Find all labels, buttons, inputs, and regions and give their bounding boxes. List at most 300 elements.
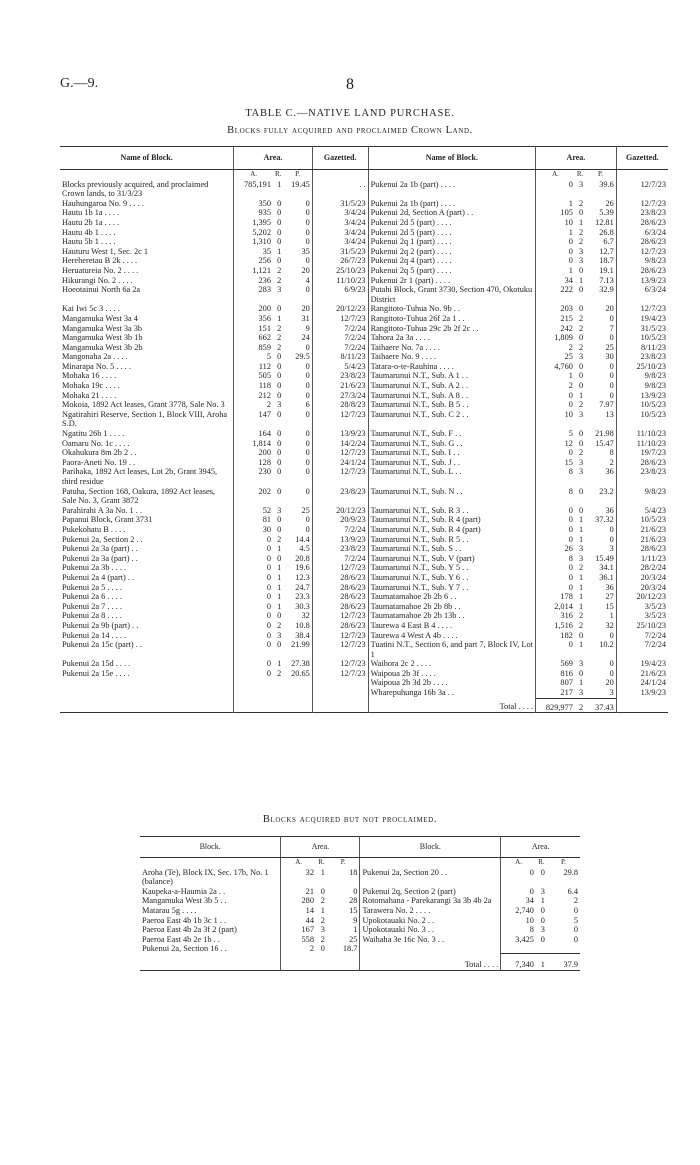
- area-perches: 6: [283, 400, 312, 410]
- gazetted-date: 12/7/23: [312, 659, 368, 669]
- block-name: Pukenui 2a 14 . . . .: [60, 631, 234, 641]
- gazetted-date: 6/3/24: [644, 285, 666, 295]
- block-name: Pukenui 2r 1 (part) . . . .: [368, 276, 536, 286]
- gazetted-date: 3/4/24: [312, 237, 368, 247]
- block-name: Taumatamahoe 2b 2b 6 . .: [368, 592, 536, 602]
- area-perches: 0: [585, 314, 616, 324]
- area-perches: 0: [585, 381, 616, 391]
- table-row: [60, 400, 668, 410]
- gazetted-date: 12/7/23: [640, 198, 666, 208]
- area-acres: 0: [568, 390, 573, 400]
- table-row: [60, 554, 668, 564]
- area-acres: 569: [560, 659, 573, 669]
- area-acres: 816: [560, 668, 573, 678]
- area-roods: 1: [579, 515, 584, 525]
- gazetted-date: 20/12/23: [636, 592, 666, 602]
- gazetted-date: 10/5/23: [640, 333, 666, 343]
- area-perches: 0: [283, 467, 312, 486]
- area-perches: 0: [283, 208, 312, 218]
- area-perches: 0: [283, 429, 312, 439]
- area-roods: 2: [320, 896, 325, 906]
- unit-perches: P.: [283, 170, 312, 180]
- area-roods: 0: [277, 381, 282, 391]
- gazetted-date: 20/3/24: [640, 572, 666, 582]
- area-roods: 1: [579, 572, 584, 582]
- area-acres: 1,516: [554, 620, 573, 630]
- block-name: Hautu 2b 1a . . . .: [60, 218, 234, 228]
- area-roods: 3: [277, 630, 282, 640]
- area-roods: 0: [277, 640, 282, 650]
- area-perches: 9: [327, 916, 360, 926]
- gazetted-date: 5/4/23: [644, 505, 666, 515]
- area-roods: 1: [277, 592, 282, 602]
- block-name: Pukenui 2a 8 . . . .: [60, 611, 234, 621]
- table-row: [60, 180, 668, 199]
- table-row: [140, 868, 580, 887]
- gazetted-date: 31/5/23: [312, 199, 368, 209]
- section2-header-row: [140, 837, 580, 858]
- area-perches: 20: [283, 266, 312, 276]
- block-name: Taumarunui N.T., Sub. Y 7 . .: [368, 583, 536, 593]
- area-perches: 10.8: [283, 621, 312, 631]
- gazetted-date: 19/7/23: [640, 448, 666, 458]
- area-perches: 0: [283, 410, 312, 429]
- empty-cell: [273, 688, 283, 698]
- area-perches: 0: [585, 659, 616, 669]
- block-name: Taumarunui N.T., Sub. R 5 . .: [368, 535, 536, 545]
- gazetted-date: 28/6/23: [312, 602, 368, 612]
- empty-cell: [283, 678, 312, 688]
- area-roods: 2: [277, 265, 282, 275]
- area-roods: 2: [579, 400, 584, 410]
- area-perches: 0: [573, 925, 578, 935]
- area-acres: 230: [258, 467, 271, 477]
- header-gazetted: Gazetted.: [312, 147, 368, 170]
- area-acres: 662: [258, 333, 271, 343]
- block-name: Taihaere No. 9 . . . .: [368, 352, 536, 362]
- area-roods: 0: [277, 208, 282, 218]
- block-name: Waihora 2c 2 . . . .: [368, 659, 536, 669]
- gazetted-date: 28/6/23: [640, 265, 666, 275]
- area-roods: 3: [277, 285, 282, 295]
- area-acres: 200: [258, 448, 271, 458]
- area-acres: 200: [258, 304, 271, 314]
- area-acres: 785,191: [244, 179, 271, 189]
- area-roods: 0: [579, 285, 584, 295]
- gazetted-date: 31/5/23: [640, 323, 666, 333]
- table-row: [60, 285, 668, 304]
- table-row: [60, 506, 668, 516]
- block-name: Taumarunui N.T., Sub. A 2 . .: [368, 381, 536, 391]
- table-row: [60, 381, 668, 391]
- area-perches: 0: [573, 934, 578, 944]
- block-name: Taumarunui N.T., Sub. Y 5 . .: [368, 563, 536, 573]
- block-name: Pukenui 2a 15e . . . .: [60, 669, 234, 679]
- table-row: [60, 678, 668, 688]
- gazetted-date: 28/6/23: [312, 573, 368, 583]
- gazetted-date: 9/8/23: [644, 381, 666, 391]
- gazetted-date: 12/7/23: [312, 563, 368, 573]
- block-name: Pukenui 2a 6 . . . .: [60, 592, 234, 602]
- empty-cell: [536, 944, 547, 954]
- area-acres: 2: [266, 400, 271, 410]
- area-acres: 12: [564, 438, 573, 448]
- gazetted-date: 25/10/23: [636, 361, 666, 371]
- table-row: [140, 935, 580, 945]
- area-acres: 178: [560, 592, 573, 602]
- area-roods: 0: [277, 438, 282, 448]
- block-name: Taihaere No. 7a . . . .: [368, 343, 536, 353]
- gazetted-date: 28/6/23: [640, 217, 666, 227]
- empty-cell: [312, 688, 368, 698]
- area-perches: 0: [283, 448, 312, 458]
- gazetted-date: 13/9/23: [640, 390, 666, 400]
- block-name: Pukenui 2a, Section 16 . .: [140, 944, 281, 954]
- area-acres: 2: [568, 342, 573, 352]
- area-acres: 44: [305, 915, 314, 925]
- block-name: Taumarunui N.T., Sub. S . .: [368, 544, 536, 554]
- area-acres: 0: [266, 563, 271, 573]
- area-roods: 0: [540, 867, 545, 877]
- area-perches: 8: [585, 448, 616, 458]
- area-acres: 0: [568, 505, 573, 515]
- area-roods: 1: [320, 867, 325, 877]
- table-row: [60, 563, 668, 573]
- area-acres: 81: [262, 515, 271, 525]
- area-perches: 26.8: [585, 228, 616, 238]
- area-acres: 2,740: [515, 905, 534, 915]
- area-roods: 1: [540, 896, 545, 906]
- area-perches: 29.5: [283, 352, 312, 362]
- area-perches: 4: [283, 276, 312, 286]
- area-acres: 32: [305, 867, 314, 877]
- table-row: [60, 544, 668, 554]
- table-row: [60, 535, 668, 545]
- area-acres: 2: [309, 944, 314, 954]
- area-acres: 807: [560, 678, 573, 688]
- area-roods: 0: [540, 915, 545, 925]
- area-roods: 3: [540, 925, 545, 935]
- proclaimed-blocks-table: [60, 146, 668, 713]
- block-name: Taumarunui N.T., Sub. G . .: [368, 439, 536, 449]
- block-name: Putahi Block, Grant 3730, Section 470, Okotuku District: [368, 285, 536, 304]
- gazetted-date: 28/6/23: [640, 457, 666, 467]
- area-perches: 32: [283, 611, 312, 621]
- empty-cell: [283, 688, 312, 698]
- area-perches: 0: [283, 515, 312, 525]
- area-roods: 1: [579, 601, 584, 611]
- unit-header-row: [60, 170, 668, 180]
- header-gazetted: Gazetted.: [616, 147, 668, 170]
- area-roods: 0: [540, 905, 545, 915]
- area-perches: 0: [283, 285, 312, 304]
- area-perches: 5.39: [585, 208, 616, 218]
- area-roods: 2: [579, 198, 584, 208]
- area-perches: 12.7: [585, 247, 616, 257]
- area-roods: 3: [579, 179, 584, 189]
- block-name: Paeroa East 4b 2e 1b . .: [140, 935, 281, 945]
- block-name: Rangitoto-Tuhua 26f 2a 1 . .: [368, 314, 536, 324]
- area-perches: 15: [327, 906, 360, 916]
- block-name: Okahukura 8m 2b 2 . .: [60, 448, 234, 458]
- area-perches: 37.32: [585, 515, 616, 525]
- block-name: Pukenui 2a 9b (part) . .: [60, 621, 234, 631]
- section2-title: Blocks acquired but not proclaimed.: [262, 814, 438, 825]
- block-name: Taumarunui N.T., Sub. L . .: [368, 467, 536, 486]
- block-name: Waihaha 3e 16c No. 3 . .: [360, 935, 501, 945]
- area-acres: 4,760: [554, 361, 573, 371]
- block-name: Pukenui 2q 2 (part) . . . .: [368, 247, 536, 257]
- gazetted-date: 20/3/24: [640, 582, 666, 592]
- area-perches: 2: [585, 458, 616, 468]
- block-name: Minarapa No. 5 . . . .: [60, 362, 234, 372]
- area-perches: 36: [585, 506, 616, 516]
- gazetted-date: 19/4/23: [640, 313, 666, 323]
- area-roods: 3: [579, 467, 584, 477]
- block-name: Pukenui 2q 1 (part) . . . .: [368, 237, 536, 247]
- block-name: Pukenui 2a, Section 2 . .: [60, 535, 234, 545]
- empty-cell: [312, 678, 368, 688]
- block-name: Oamaru No. 1c . . . .: [60, 439, 234, 449]
- table-row: [60, 256, 668, 266]
- area-acres: 217: [560, 688, 573, 698]
- area-roods: 1: [277, 582, 282, 592]
- block-name: Paora-Aneti No. 19 . .: [60, 458, 234, 468]
- area-roods: 1: [579, 592, 584, 602]
- area-perches: 0: [283, 487, 312, 506]
- page-number: 8: [346, 76, 354, 93]
- header-block: Block.: [140, 837, 281, 858]
- area-roods: 0: [579, 630, 584, 640]
- empty-cell: [140, 954, 281, 971]
- area-roods: 2: [579, 448, 584, 458]
- area-acres: 8: [568, 486, 573, 496]
- block-name: Hauturu West 1, Sec. 2c 1: [60, 247, 234, 257]
- area-roods: 1: [579, 534, 584, 544]
- area-perches: 7.13: [585, 276, 616, 286]
- gazetted-date: 23/8/23: [640, 467, 666, 477]
- area-acres: 8: [568, 553, 573, 563]
- table-row: [60, 237, 668, 247]
- area-perches: 0: [283, 458, 312, 468]
- gazetted-date: 10/5/23: [640, 409, 666, 419]
- gazetted-date: 20/12/23: [312, 506, 368, 516]
- table-row: [60, 602, 668, 612]
- gazetted-date: 1/11/23: [640, 553, 666, 563]
- area-acres: 0: [529, 867, 534, 877]
- gazetted-date: 23/8/23: [312, 544, 368, 554]
- area-perches: 20: [585, 678, 616, 688]
- area-acres: 236: [258, 275, 271, 285]
- gazetted-date: 11/10/23: [312, 276, 368, 286]
- total-perches: 37.43: [585, 698, 616, 713]
- total-perches: 37.9: [547, 954, 580, 971]
- unit-roods: R.: [538, 858, 545, 866]
- area-roods: 1: [579, 390, 584, 400]
- gazetted-date: 12/7/23: [640, 179, 666, 189]
- table-row: [60, 276, 668, 286]
- area-perches: 14.4: [283, 535, 312, 545]
- area-acres: 0: [266, 553, 271, 563]
- area-perches: 0: [585, 391, 616, 401]
- table-row: [60, 324, 668, 334]
- table-row: [60, 343, 668, 353]
- block-name: Mokoia, 1892 Act leases, Grant 3778, Sale No. 3: [60, 400, 234, 410]
- gazetted-date: 3/5/23: [644, 601, 666, 611]
- block-name: Pukenui 2a 15c (part) . .: [60, 640, 234, 659]
- area-acres: 0: [568, 524, 573, 534]
- table-row: [140, 896, 580, 906]
- table-row: [60, 208, 668, 218]
- area-roods: 0: [277, 486, 282, 496]
- area-perches: 13: [585, 410, 616, 429]
- area-acres: 2: [568, 381, 573, 391]
- area-perches: 32.9: [585, 285, 616, 304]
- area-acres: 118: [258, 381, 271, 391]
- area-perches: 0: [283, 199, 312, 209]
- gazetted-date: 9/8/23: [644, 371, 666, 381]
- area-perches: 19.45: [283, 180, 312, 199]
- empty-cell: [283, 698, 312, 713]
- area-perches: 0: [283, 391, 312, 401]
- gazetted-date: 7/2/24: [644, 640, 666, 650]
- area-acres: 5,202: [252, 227, 271, 237]
- gazetted-date: 23/8/23: [640, 208, 666, 218]
- area-perches: 23.3: [283, 592, 312, 602]
- table-row: [60, 458, 668, 468]
- gazetted-date: 7/2/24: [312, 525, 368, 535]
- area-acres: 0: [568, 515, 573, 525]
- area-roods: 1: [579, 582, 584, 592]
- block-name: Kai Iwi 5c 3 . . . .: [60, 304, 234, 314]
- area-perches: 19.6: [283, 563, 312, 573]
- area-perches: 20: [585, 304, 616, 314]
- empty-cell: [281, 954, 316, 971]
- gazetted-date: 24/1/24: [312, 458, 368, 468]
- empty-cell: [312, 698, 368, 713]
- block-name: Taumatamahoe 2b 2b 8b . .: [368, 602, 536, 612]
- block-name: Pukenui 2a 15d . . . .: [60, 659, 234, 669]
- block-name: Tatara-o-te-Rauhina . . . .: [368, 362, 536, 372]
- area-acres: 0: [568, 448, 573, 458]
- area-roods: 1: [277, 601, 282, 611]
- block-name: Blocks previously acquired, and proclaimed Crown lands, to 31/3/23: [60, 180, 234, 199]
- area-perches: 12.3: [283, 573, 312, 583]
- table-row: [60, 304, 668, 314]
- area-roods: 0: [277, 198, 282, 208]
- area-roods: 3: [277, 400, 282, 410]
- area-roods: 1: [579, 275, 584, 285]
- empty-cell: [547, 944, 580, 954]
- gazetted-date: 13/9/23: [312, 535, 368, 545]
- total-acres: 7,340: [501, 954, 536, 971]
- area-perches: 0: [283, 362, 312, 372]
- area-roods: 3: [579, 256, 584, 266]
- area-perches: 30.3: [283, 602, 312, 612]
- gazetted-date: 28/6/23: [640, 237, 666, 247]
- block-name: Pukenui 2a 3b . . . .: [60, 563, 234, 573]
- area-acres: 1,121: [252, 265, 271, 275]
- area-acres: 34: [525, 896, 534, 906]
- area-acres: 0: [568, 256, 573, 266]
- block-name: Parahirahi A 3a No. 1 . .: [60, 506, 234, 516]
- gazetted-date: 20/9/23: [312, 515, 368, 525]
- area-roods: 2: [320, 934, 325, 944]
- table-row: [60, 266, 668, 276]
- header-block: Block.: [360, 837, 501, 858]
- gazetted-date: 23/8/23: [312, 487, 368, 506]
- block-name: Pukenui 2q 5 (part) . . . .: [368, 266, 536, 276]
- block-name: Pukenui 2d 5 (part) . . . .: [368, 228, 536, 238]
- block-name: Pukenui 2a 5 . . . .: [60, 583, 234, 593]
- empty-cell: [316, 954, 327, 971]
- block-name: Taumarunui N.T., Sub. R 3 . .: [368, 506, 536, 516]
- gazetted-date: 24/1/24: [640, 678, 666, 688]
- block-name: Ngatitu 26b 1 . . . .: [60, 429, 234, 439]
- area-acres: 0: [266, 630, 271, 640]
- gazetted-date: 12/7/23: [312, 467, 368, 486]
- area-roods: 3: [320, 925, 325, 935]
- area-acres: 1,310: [252, 237, 271, 247]
- gazetted-date: 12/7/23: [312, 611, 368, 621]
- block-name: Taumarunui N.T., Sub. C 2 . .: [368, 410, 536, 429]
- header-area: Area.: [536, 147, 617, 170]
- area-acres: 25: [564, 352, 573, 362]
- table-row: [60, 688, 668, 698]
- block-name: Kaupeka-a-Haumia 2a . .: [140, 887, 281, 897]
- block-name: Taumarunui N.T., Sub. J . .: [368, 458, 536, 468]
- area-roods: 1: [277, 246, 282, 256]
- area-acres: 10: [564, 217, 573, 227]
- block-name: Taurewa 4 West A 4b . . . .: [368, 631, 536, 641]
- area-perches: 0: [585, 669, 616, 679]
- block-name: Pukenui 2q 4 (part) . . . .: [368, 256, 536, 266]
- area-perches: 0: [585, 525, 616, 535]
- block-name: Ngatirahiri Reserve, Section 1, Block VIII, Aroha S.D.: [60, 410, 234, 429]
- block-name: Pukenui 2d, Section A (part) . .: [368, 208, 536, 218]
- block-name: Matarau 5g . . . .: [140, 906, 281, 916]
- unit-perches: P.: [561, 858, 566, 866]
- block-name: Hautu 5b 1 . . . .: [60, 237, 234, 247]
- area-roods: 2: [579, 611, 584, 621]
- table-row: [60, 467, 668, 486]
- unit-roods: R.: [274, 170, 282, 178]
- area-acres: 10: [564, 409, 573, 419]
- gazetted-date: 12/7/23: [640, 246, 666, 256]
- table-row: [60, 659, 668, 669]
- gazetted-date: 9/8/23: [644, 256, 666, 266]
- area-roods: 1: [579, 678, 584, 688]
- total-label: Total . . . .: [368, 698, 536, 713]
- area-roods: 2: [579, 313, 584, 323]
- area-acres: 10: [525, 915, 534, 925]
- area-acres: 0: [568, 246, 573, 256]
- block-name: Hauhungaroa No. 9 . . . .: [60, 199, 234, 209]
- area-roods: 2: [320, 915, 325, 925]
- area-perches: 24: [283, 333, 312, 343]
- empty-cell: [234, 678, 273, 688]
- area-roods: 0: [579, 429, 584, 439]
- empty-cell: [273, 698, 283, 713]
- block-name: Mohaka 16 . . . .: [60, 371, 234, 381]
- area-acres: 30: [262, 524, 271, 534]
- area-perches: 1: [585, 611, 616, 621]
- header-area: Area.: [501, 837, 580, 858]
- gazetted-date: 6/3/24: [644, 227, 666, 237]
- table-row: [60, 583, 668, 593]
- area-roods: 0: [579, 505, 584, 515]
- gazetted-date: 28/6/23: [312, 583, 368, 593]
